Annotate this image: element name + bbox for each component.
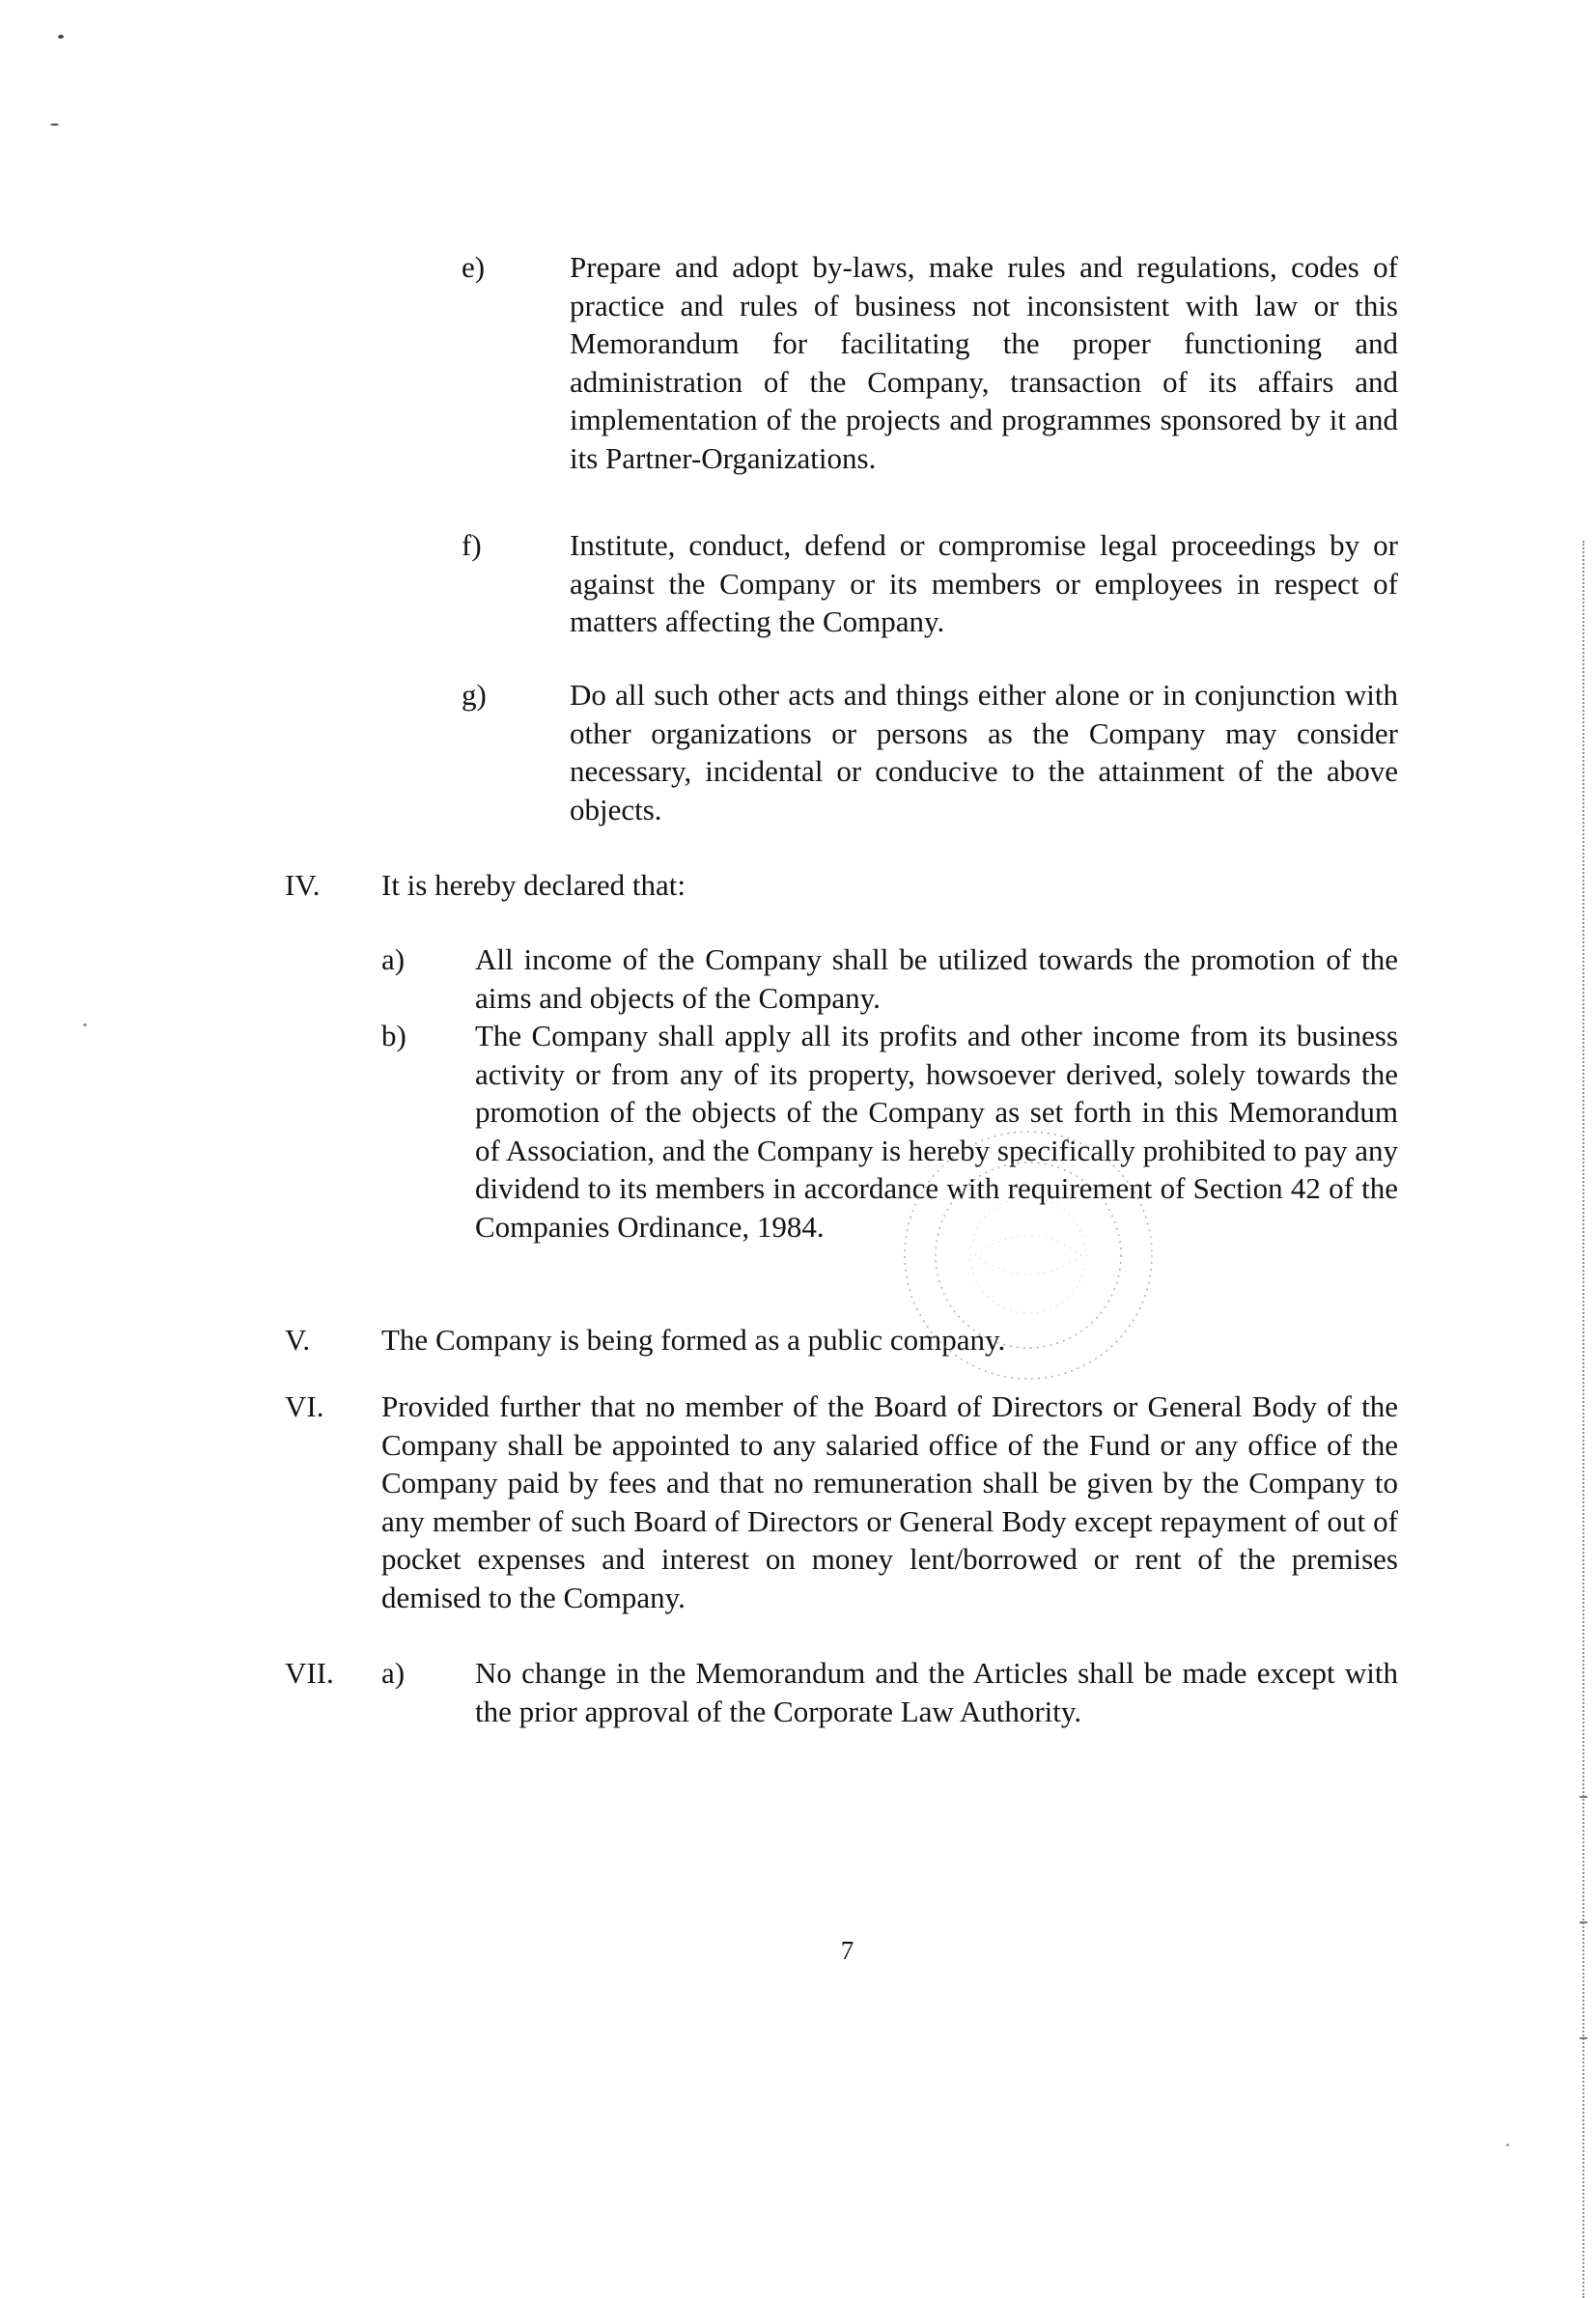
scan-edge-tick [1580,1921,1587,1923]
section-vii-a-text: No change in the Memorandum and the Articles shall be made except with the prior approval of the Corporate Law Authority. [475,1656,1398,1728]
section-iv-b-text: The Company shall apply all its profits and other income from its business activity or from any of its property, howsoever derived, solely towards the promotion of the objects of the Company as set forth in this Memorandum of Association, and the Company is hereby specifically prohibited to pay any dividend to its members in accordance with requirement of Section 42 of the Companies Ordinance, 1984. [475,1019,1398,1244]
scan-speck [1506,2144,1509,2146]
scan-edge-tick [1580,1796,1587,1798]
clause-f-text: Institute, conduct, defend or compromise legal proceedings by or against the Company or its members or employees in respect of matters affecting the Company. [570,528,1398,638]
scan-edge-tick [1580,2037,1587,2039]
section-iv-b-label: b) [381,1019,406,1052]
clause-g-text: Do all such other acts and things either alone or in conjunction with other organizations or persons as the Company may consider necessary, incidental or conducive to the attainment of the above objects. [570,678,1398,827]
clause-e-text: Prepare and adopt by-laws, make rules and regulations, codes of practice and rules of business not inconsistent with law or this Memorandum for facilitating the proper functioning and administration of the Company, transaction of its affairs and implementation of the projects and programmes sponsored by it and its Partner-Organizations. [570,250,1398,475]
page-number: 7 [840,1936,854,1965]
section-vi-text: Provided further that no member of the Board of Directors or General Body of the Company shall be appointed to any salaried office of the Fund or any office of the Company paid by fees and that no remuneration shall be given by the Company to any member of such Board of Directors or General Body except repayment of out of pocket expenses and interest on money lent/borrowed or rent of the premises demised to the Company. [381,1389,1398,1614]
clause-f-label: f) [462,528,482,562]
section-vi-numeral: VI. [285,1389,324,1423]
section-iv-a-text: All income of the Company shall be utilized towards the promotion of the aims and objects of the Company. [475,942,1398,1015]
section-vii-numeral: VII. [285,1656,334,1690]
section-iv-intro: It is hereby declared that: [381,868,686,902]
section-v-numeral: V. [285,1323,311,1357]
section-iv-a-label: a) [381,942,406,976]
scan-speck [58,35,64,39]
scan-edge-line [1582,541,1585,2298]
clause-g-label: g) [462,678,487,712]
section-iv-numeral: IV. [285,868,321,902]
scan-speck [50,124,59,126]
section-vii-a-label: a) [381,1656,406,1690]
scan-speck [83,1023,87,1026]
clause-e-label: e) [462,250,486,284]
section-v-text: The Company is being formed as a public company. [381,1323,1006,1357]
